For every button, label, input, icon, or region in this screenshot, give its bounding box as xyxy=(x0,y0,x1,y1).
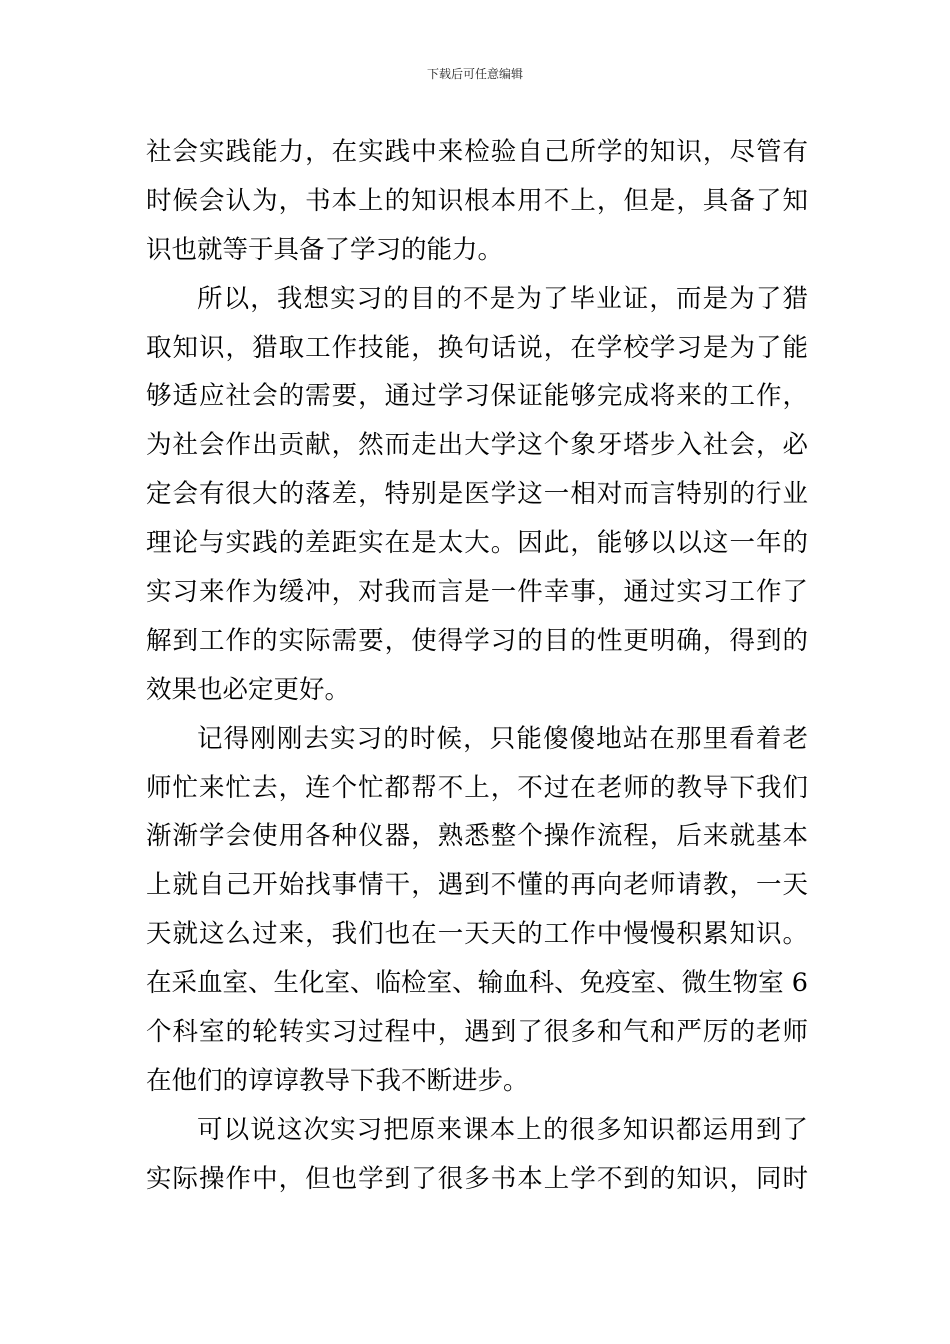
text-line: 时候会认为，书本上的知识根本用不上，但是，具备了知 xyxy=(146,185,808,216)
text-line: 理论与实践的差距实在是太大。因此，能够以以这一年的 xyxy=(146,528,808,559)
text-line: 为社会作出贡献，然而走出大学这个象牙塔步入社会，必 xyxy=(146,430,808,461)
text-line: 师忙来忙去，连个忙都帮不上，不过在老师的教导下我们 xyxy=(146,772,808,803)
text-line: 所以，我想实习的目的不是为了毕业证，而是为了猎 xyxy=(197,283,808,314)
text-line: 实习来作为缓冲，对我而言是一件幸事，通过实习工作了 xyxy=(146,577,808,608)
paragraph-2 xyxy=(146,275,808,715)
text-line: 社会实践能力，在实践中来检验自己所学的知识，尽管有 xyxy=(146,137,808,167)
document-body xyxy=(146,128,808,1204)
text-line: 识也就等于具备了学习的能力。 xyxy=(146,234,504,265)
text-line: 定会有很大的落差，特别是医学这一相对而言特别的行业 xyxy=(146,479,808,510)
text-line: 天就这么过来，我们也在一天天的工作中慢慢积累知识。 xyxy=(146,919,808,950)
text-line: 可以说这次实习把原来课本上的很多知识都运用到了 xyxy=(197,1114,808,1145)
paragraph-3 xyxy=(146,715,808,1106)
text-line: 记得刚刚去实习的时候，只能傻傻地站在那里看着老 xyxy=(197,723,808,754)
text-line: 在他们的谆谆教导下我不断进步。 xyxy=(146,1065,529,1096)
text-line: 在采血室、生化室、临检室、输血科、免疫室、微生物室 6 xyxy=(146,968,808,999)
text-line: 解到工作的实际需要，使得学习的目的性更明确，得到的 xyxy=(146,625,808,656)
text-line: 个科室的轮转实习过程中，遇到了很多和气和严厉的老师 xyxy=(146,1017,808,1048)
text-line: 取知识，猎取工作技能，换句话说，在学校学习是为了能 xyxy=(146,332,808,363)
paragraph-1 xyxy=(146,128,808,275)
text-line: 上就自己开始找事情干，遇到不懂的再向老师请教，一天 xyxy=(146,870,808,901)
paragraph-4 xyxy=(146,1106,808,1204)
text-line: 效果也必定更好。 xyxy=(146,674,351,705)
text-line: 渐渐学会使用各种仪器，熟悉整个操作流程，后来就基本 xyxy=(146,821,808,852)
page-header: 下载后可任意编辑 xyxy=(426,67,523,81)
text-line: 实际操作中，但也学到了很多书本上学不到的知识，同时 xyxy=(146,1163,808,1194)
text-line: 够适应社会的需要，通过学习保证能够完成将来的工作， xyxy=(146,381,808,412)
